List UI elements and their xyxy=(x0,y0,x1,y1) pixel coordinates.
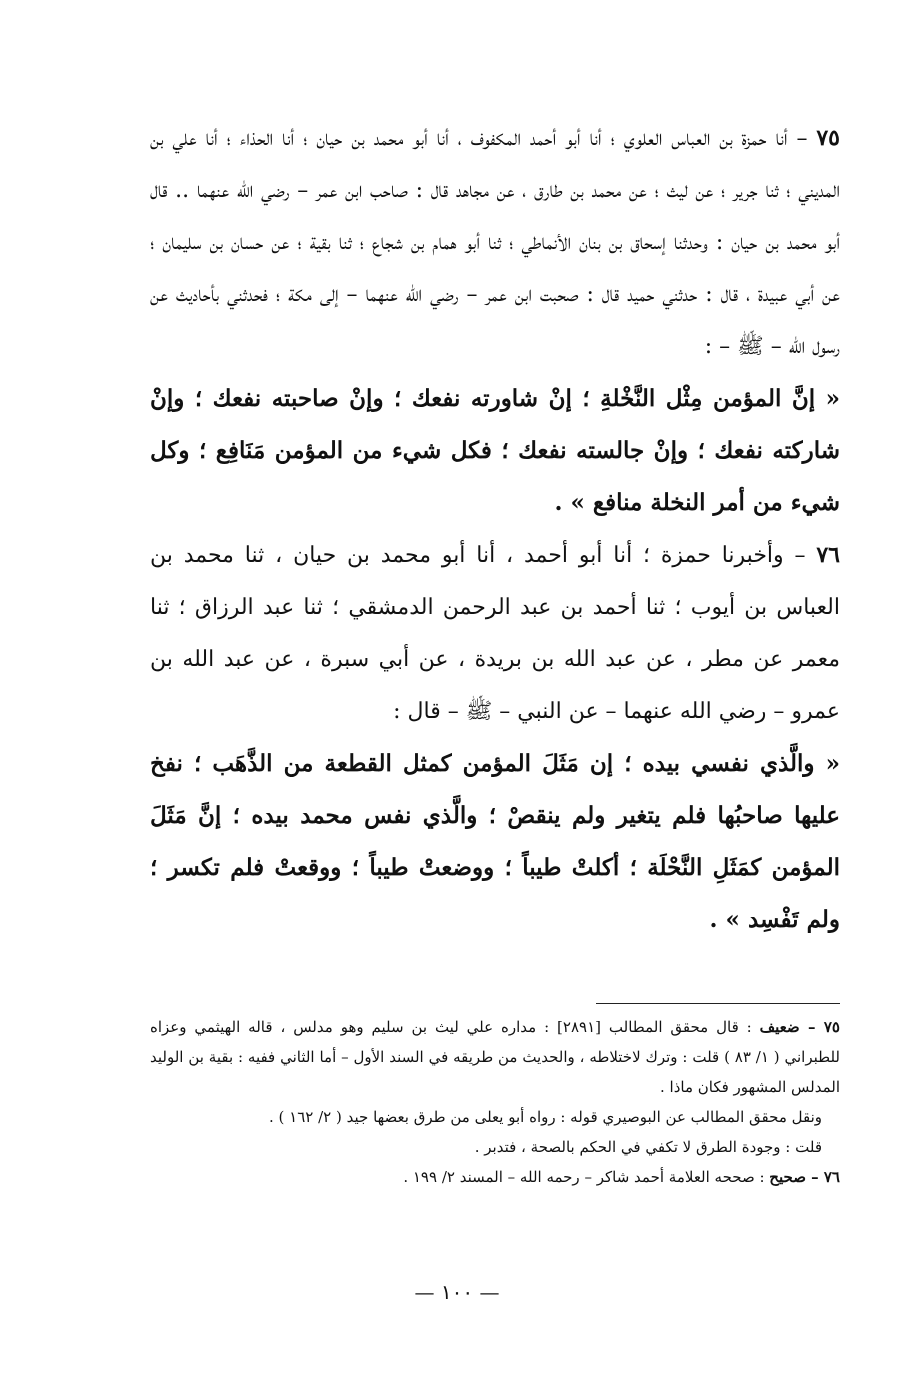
hadith-75-number: ٧٥ xyxy=(816,125,840,151)
footnote-76-label: ٧٦ – صحيح xyxy=(769,1168,840,1186)
footnote-75-continuation: ونقل محقق المطالب عن البوصيري قوله : رواه أبو يعلى من طرق بعضها جيد ( ٢/ ١٦٢ ) . xyxy=(269,1108,822,1126)
footnote-75-remark: قلت : وجودة الطرق لا تكفي في الحكم بالصحة ، فتدبر . xyxy=(474,1138,822,1156)
hadith-75-isnad xyxy=(150,112,840,373)
hadith-75-matn: « إنَّ المؤمن مِثْل النَّخْلةِ ؛ إنْ شاورته نفعك ؛ وإنْ صاحبته نفعك ؛ وإنْ شاركته نفعك ؛ وإنْ جالسته نفعك ؛ فكل شيء من المؤمن مَنَافِع ؛ وكل شيء من أمر النخلة منافع » . xyxy=(150,385,840,516)
footnote-75-label: ٧٥ – ضعيف xyxy=(759,1018,840,1036)
hadith-76-matn: « والَّذي نفسي بيده ؛ إن مَثَلَ المؤمن كمثل القطعة من الذَّهَب ؛ نفخ عليها صاحبُها فلم يتغير ولم ينقصْ ؛ والَّذي نفس محمد بيده ؛ إنَّ مَثَلَ المؤمن كمَثَلِ النَّحْلَة ؛ أكلتْ طيباً ؛ ووضعتْ طيباً ؛ ووقعتْ فلم تكسر ؛ ولم تَفْسِد » . xyxy=(150,750,840,933)
footnote-76-text: : صححه العلامة أحمد شاكر – رحمه الله – المسند ٢/ ١٩٩ . xyxy=(403,1168,770,1186)
hadith-75-text: – أنا حمزة بن العباس العلوي ؛ أنا أبو أحمد المكفوف ، أنا أبو محمد بن حيان ؛ أنا الحذاء ؛ أنا علي بن المديني ؛ ثنا جرير ؛ عن ليث ؛ عن محمد بن طارق ، عن مجاهد قال : صاحب ابن عمر – رضي الله عنهما .. قال أبو محمد بن حيان : وحدثنا إسحاق بن بنان الأنماطي ؛ ثنا أبو همام بن شجاع ؛ ثنا بقية ؛ عن حسان بن سليمان ؛ عن أبي عبيدة ، قال : حدثني حميد قال : صحبت ابن عمر – رضي الله عنهما – إلى مكة ؛ فحدثني بأحاديث عن رسول الله – ﷺ – : xyxy=(150,126,841,359)
hadith-76-isnad xyxy=(150,529,840,738)
hadith-76-number: ٧٦ xyxy=(816,542,840,568)
footnotes xyxy=(150,1012,840,1192)
main-text xyxy=(150,112,840,946)
page-number: — ١٠٠ — xyxy=(414,1280,500,1304)
footnote-divider xyxy=(596,1003,840,1004)
hadith-76-text: – وأخبرنا حمزة ؛ أنا أبو أحمد ، أنا أبو محمد بن حيان ، ثنا محمد بن العباس بن أيوب ؛ ثنا أحمد بن عبد الرحمن الدمشقي ؛ ثنا عبد الرزاق ؛ ثنا معمر عن مطر ، عن عبد الله بن بريدة ، عن أبي سبرة ، عن عبد الله بن عمرو – رضي الله عنهما – عن النبي – ﷺ – قال : xyxy=(150,543,840,724)
footnote-76 xyxy=(150,1162,840,1192)
footnote-75 xyxy=(150,1012,840,1102)
footnote-75-text: : قال محقق المطالب [٢٨٩١] : مداره علي ليث بن سليم وهو مدلس ، قاله الهيثمي وعزاه للطبراني ( ١/ ٨٣ ) قلت : وترك لاختلاطه ، والحديث من طريقه في السند الأول – أما الثاني ففيه : بقية بن الوليد المدلس المشهور فكان ماذا . xyxy=(150,1018,840,1096)
